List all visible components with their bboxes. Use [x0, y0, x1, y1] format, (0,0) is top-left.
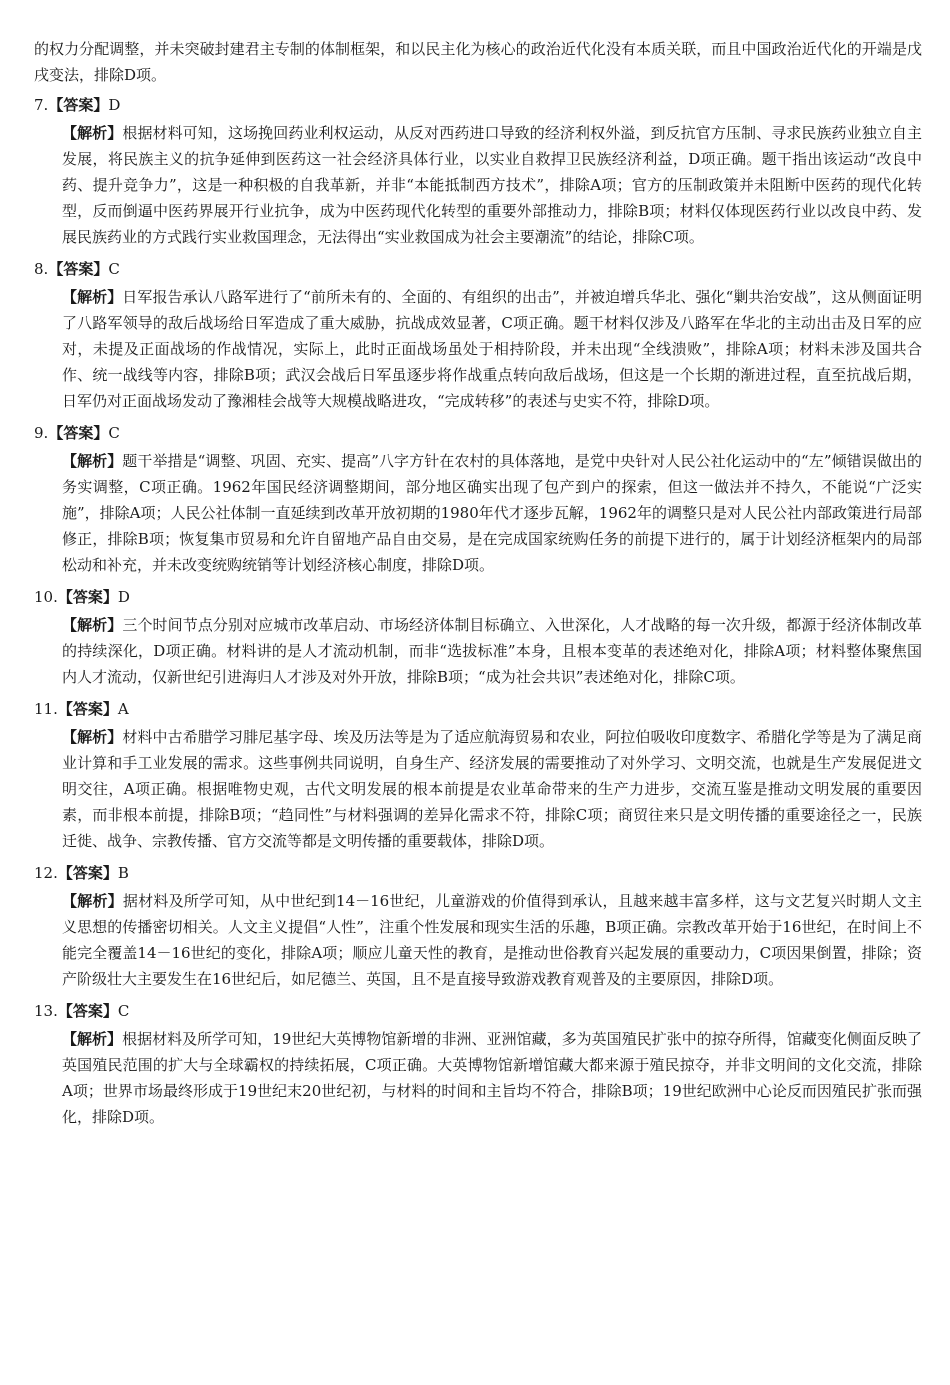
answer-value: C [108, 424, 120, 442]
answer-line [34, 696, 922, 722]
answer-tag: 【答案】 [48, 260, 109, 278]
intro-paragraph: 的权力分配调整，并未突破封建君主专制的体制框架，和以民主化为核心的政治近代化没有本质关联，而且中国政治近代化的开端是戊戌变法，排除D项。 [34, 40, 922, 84]
answer-line [34, 256, 922, 282]
analysis-paragraph [34, 284, 922, 414]
question-number: 8. [34, 260, 49, 278]
question-number: 12. [34, 864, 58, 882]
answer-value: D [117, 588, 130, 606]
question-8 [34, 256, 922, 414]
analysis-paragraph [34, 120, 922, 250]
analysis-tag: 【解析】 [62, 1030, 123, 1048]
analysis-text: 据材料及所学可知，从中世纪到14－16世纪，儿童游戏的价值得到承认，且越来越丰富多样，这与文艺复兴时期人文主义思想的传播密切相关。人文主义提倡“人性”，注重个性发展和现实生活的乐趣，B项正确。宗教改革开始于16世纪，在时间上不能完全覆盖14－16世纪的变化，排除A项；顺应儿童天性的教育，是推动世俗教育兴起发展的重要动力，C项因果倒置，排除；资产阶级壮大主要发生在16世纪后，如尼德兰、英国，且不是直接导致游戏教育观普及的主要原因，排除D项。 [62, 892, 922, 988]
analysis-paragraph [34, 1026, 922, 1130]
answer-tag: 【答案】 [57, 1002, 118, 1020]
answer-tag: 【答案】 [48, 96, 109, 114]
question-number: 10. [34, 588, 58, 606]
answer-value: C [108, 260, 120, 278]
answer-line [34, 998, 922, 1024]
analysis-paragraph [34, 612, 922, 690]
answer-tag: 【答案】 [57, 588, 118, 606]
analysis-text: 三个时间节点分别对应城市改革启动、市场经济体制目标确立、入世深化，人才战略的每一次升级，都源于经济体制改革的持续深化，D项正确。材料讲的是人才流动机制，而非“选拔标准”本身，且根本变革的表述绝对化，排除A项；材料整体聚焦国内人才流动，仅新世纪引进海归人才涉及对外开放，排除B项；“成为社会共识”表述绝对化，排除C项。 [62, 616, 922, 686]
analysis-paragraph [34, 724, 922, 854]
question-number: 7. [34, 96, 49, 114]
answer-value: D [108, 96, 121, 114]
question-9 [34, 420, 922, 578]
analysis-tag: 【解析】 [62, 452, 123, 470]
question-11 [34, 696, 922, 854]
answer-line [34, 420, 922, 446]
question-7 [34, 92, 922, 250]
analysis-text: 题干举措是“调整、巩固、充实、提高”八字方针在农村的具体落地，是党中央针对人民公社化运动中的“左”倾错误做出的务实调整，C项正确。1962年国民经济调整期间，部分地区确实出现了包产到户的探索，但这一做法并不持久，不能说“广泛实施”，排除A项；人民公社体制一直延续到改革开放初期的1980年代才逐步瓦解，1962年的调整只是对人民公社内部政策进行局部修正，排除B项；恢复集市贸易和允许自留地产品自由交易，是在完成国家统购任务的前提下进行的，属于计划经济框架内的局部松动和补充，并未改变统购统销等计划经济核心制度，排除D项。 [62, 452, 922, 574]
analysis-tag: 【解析】 [62, 728, 123, 746]
answer-tag: 【答案】 [48, 424, 109, 442]
analysis-tag: 【解析】 [62, 124, 123, 142]
question-number: 9. [34, 424, 49, 442]
answer-value: A [117, 700, 129, 718]
answer-line [34, 92, 922, 118]
answer-value: C [117, 1002, 130, 1020]
analysis-paragraph [34, 888, 922, 992]
question-10 [34, 584, 922, 690]
answer-line [34, 860, 922, 886]
analysis-text: 根据材料及所学可知，19世纪大英博物馆新增的非洲、亚洲馆藏，多为英国殖民扩张中的掠夺所得，馆藏变化侧面反映了英国殖民范围的扩大与全球霸权的持续拓展，C项正确。大英博物馆新增馆藏大都来源于殖民掠夺，并非文明间的文化交流，排除A项；世界市场最终形成于19世纪末20世纪初，与材料的时间和主旨均不符合，排除B项；19世纪欧洲中心论反而因殖民扩张而强化，排除D项。 [62, 1030, 922, 1126]
answer-value: B [117, 864, 129, 882]
analysis-text: 根据材料可知，这场挽回药业利权运动，从反对西药进口导致的经济利权外溢，到反抗官方压制、寻求民族药业独立自主发展，将民族主义的抗争延伸到医药这一社会经济具体行业，以实业自救捍卫民族经济利益，D项正确。题干指出该运动“改良中药、提升竞争力”，这是一种积极的自我革新，并非“本能抵制西方技术”，排除A项；官方的压制政策并未阻断中医药的现代化转型，反而倒逼中医药界展开行业抗争，成为中医药现代化转型的重要外部推动力，排除B项；材料仅体现医药行业以改良中药、发展民族药业的方式践行实业救国理念，无法得出“实业救国成为社会主要潮流”的结论，排除C项。 [62, 124, 922, 246]
answer-line [34, 584, 922, 610]
analysis-text: 日军报告承认八路军进行了“前所未有的、全面的、有组织的出击”，并被迫增兵华北、强化“剿共治安战”，这从侧面证明了八路军领导的敌后战场给日军造成了重大威胁，抗战成效显著，C项正确。题干材料仅涉及八路军在华北的主动出击及日军的应对，未提及正面战场的作战情况，实际上，此时正面战场虽处于相持阶段，并未出现“全线溃败”，排除A项；材料未涉及国共合作、统一战线等内容，排除B项；武汉会战后日军虽逐步将作战重点转向敌后战场，但这是一个长期的渐进过程，直至抗战后期，日军仍对正面战场发动了豫湘桂会战等大规模战略进攻，“完成转移”的表述与史实不符，排除D项。 [62, 288, 922, 410]
answer-tag: 【答案】 [57, 700, 118, 718]
analysis-paragraph [34, 448, 922, 578]
analysis-text: 材料中古希腊学习腓尼基字母、埃及历法等是为了适应航海贸易和农业，阿拉伯吸收印度数字、希腊化学等是为了满足商业计算和手工业发展的需求。这些事例共同说明，自身生产、经济发展的需要推动了对外学习、文明交流，也就是生产发展促进文明交往，A项正确。根据唯物史观，古代文明发展的根本前提是农业革命带来的生产力进步，交流互鉴是推动文明发展的重要因素，而非根本前提，排除B项；“趋同性”与材料强调的差异化需求不符，排除C项；商贸往来只是文明传播的重要途径之一，民族迁徙、战争、宗教传播、官方交流等都是文明传播的重要载体，排除D项。 [62, 728, 922, 850]
question-12 [34, 860, 922, 992]
analysis-tag: 【解析】 [62, 288, 123, 306]
question-number: 13. [34, 1002, 58, 1020]
analysis-tag: 【解析】 [62, 616, 123, 634]
analysis-tag: 【解析】 [62, 892, 123, 910]
answer-tag: 【答案】 [57, 864, 118, 882]
question-number: 11. [34, 700, 58, 718]
question-13 [34, 998, 922, 1130]
